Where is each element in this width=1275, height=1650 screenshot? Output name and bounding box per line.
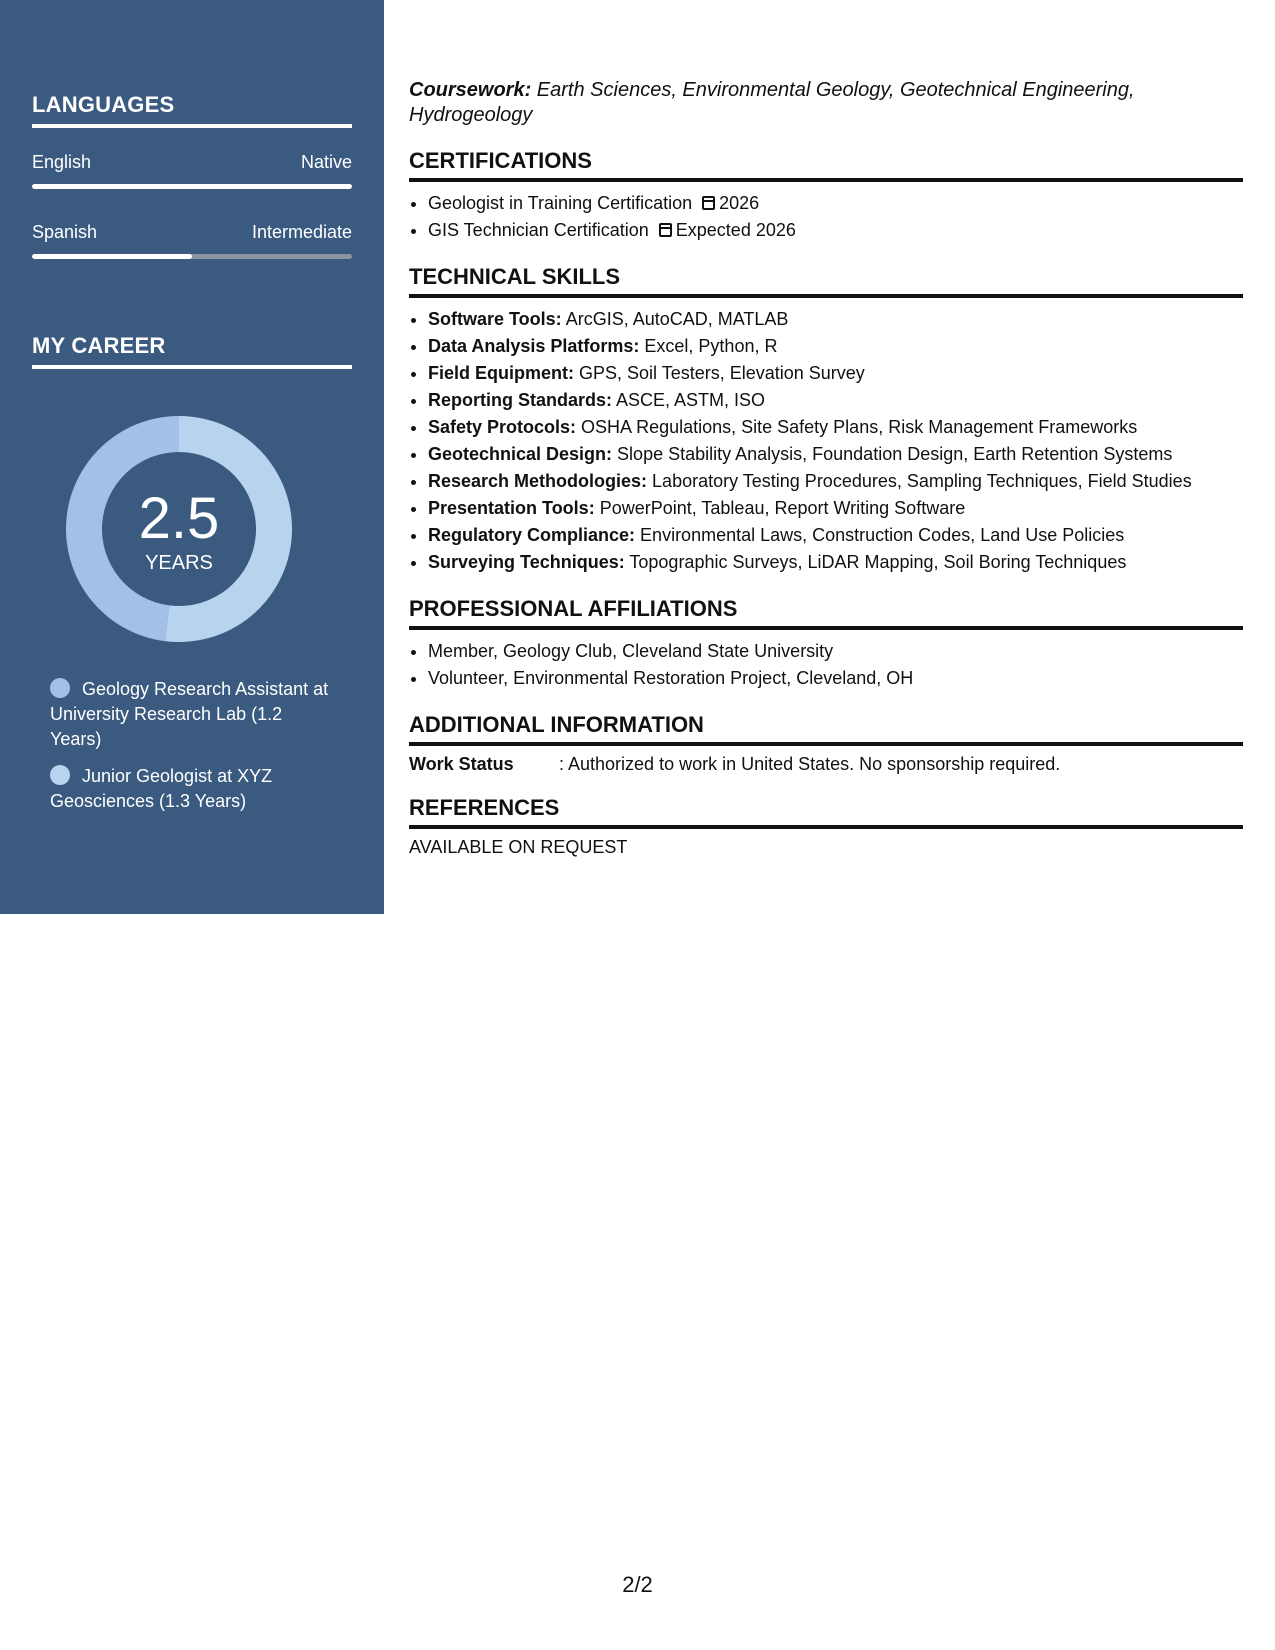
affiliation-item: • Volunteer, Environmental Restoration Project, Cleveland, OH: [428, 665, 1243, 692]
certifications-list: [409, 190, 1243, 244]
references-heading: REFERENCES: [409, 795, 1243, 829]
career-years-value: 2.5: [138, 485, 220, 551]
language-name: English: [32, 152, 92, 172]
career-item: [50, 677, 330, 752]
skill-label: Software Tools:: [428, 309, 562, 329]
skill-item: [428, 360, 1243, 387]
language-bar-fill: [32, 184, 352, 189]
career-item-text: Junior Geologist at XYZ Geosciences (1.3 Years): [50, 766, 273, 811]
skill-label: Data Analysis Platforms:: [428, 336, 640, 356]
language-bar-spanish: [32, 254, 352, 259]
language-level: Native: [300, 152, 352, 172]
skill-label: Reporting Standards:: [428, 390, 613, 410]
skill-item: [428, 522, 1243, 549]
career-item: [50, 764, 330, 814]
skill-value: ASCE, ASTM, ISO: [612, 390, 766, 410]
additional-info-heading: ADDITIONAL INFORMATION: [409, 712, 1243, 746]
certification-name: Geologist in Training Certification: [428, 193, 693, 213]
languages-heading: LANGUAGES: [32, 92, 352, 128]
donut-center: [66, 416, 292, 642]
calendar-icon: [702, 196, 715, 210]
career-dot-icon: [50, 765, 70, 785]
certification-item: [428, 190, 1243, 217]
certification-date: Expected 2026: [675, 220, 796, 240]
page-number: 2/2: [622, 1572, 653, 1597]
certifications-heading: CERTIFICATIONS: [409, 148, 1243, 182]
skill-value: ArcGIS, AutoCAD, MATLAB: [561, 309, 789, 329]
career-heading: MY CAREER: [32, 333, 352, 369]
career-donut-chart: [66, 416, 292, 642]
language-row-spanish: [32, 222, 352, 243]
skill-value: Laboratory Testing Procedures, Sampling Techniques, Field Studies: [647, 471, 1192, 491]
skill-item: [428, 495, 1243, 522]
language-bar-english: [32, 184, 352, 189]
certification-date: 2026: [719, 193, 760, 213]
coursework: [409, 78, 1243, 128]
affiliation-item: • Member, Geology Club, Cleveland State University: [428, 638, 1243, 665]
affiliations-list: [409, 638, 1243, 692]
skill-item: [428, 306, 1243, 333]
skill-label: Regulatory Compliance:: [428, 525, 636, 545]
career-years-label: YEARS: [145, 551, 213, 574]
skill-item: [428, 414, 1243, 441]
work-status-value: : Authorized to work in United States. No sponsorship required.: [559, 754, 1061, 774]
skill-value: Slope Stability Analysis, Foundation Design, Earth Retention Systems: [612, 444, 1173, 464]
skill-item: [428, 387, 1243, 414]
references-text: AVAILABLE ON REQUEST: [409, 837, 628, 857]
work-status-row: [409, 754, 1243, 775]
skill-value: PowerPoint, Tableau, Report Writing Software: [594, 498, 966, 518]
skill-item: [428, 441, 1243, 468]
language-level: Intermediate: [251, 222, 352, 242]
affiliations-heading: PROFESSIONAL AFFILIATIONS: [409, 596, 1243, 630]
skill-item: [428, 549, 1243, 576]
calendar-icon: [659, 223, 672, 237]
certification-item: [428, 217, 1243, 244]
career-item-text: Geology Research Assistant at University Research Lab (1.2 Years): [50, 679, 329, 749]
skill-value: GPS, Soil Testers, Elevation Survey: [574, 363, 865, 383]
skill-label: Geotechnical Design:: [428, 444, 613, 464]
career-list: [50, 677, 330, 826]
sidebar: [0, 0, 384, 914]
skills-list: [409, 306, 1243, 576]
technical-skills-heading: TECHNICAL SKILLS: [409, 264, 1243, 298]
skill-label: Field Equipment:: [428, 363, 574, 383]
language-name: Spanish: [32, 222, 98, 242]
main-content: [409, 78, 1243, 858]
skill-item: [428, 468, 1243, 495]
skill-item: [428, 333, 1243, 360]
work-status-label: Work Status: [409, 754, 514, 774]
skill-label: Safety Protocols:: [428, 417, 577, 437]
skill-value: Topographic Surveys, LiDAR Mapping, Soil Boring Techniques: [624, 552, 1127, 572]
coursework-label: Coursework:: [409, 79, 532, 101]
skill-label: Research Methodologies:: [428, 471, 648, 491]
skill-value: OSHA Regulations, Site Safety Plans, Risk Management Frameworks: [576, 417, 1138, 437]
language-bar-fill: [32, 254, 192, 259]
career-dot-icon: [50, 678, 70, 698]
skill-value: Excel, Python, R: [639, 336, 778, 356]
coursework-text: Earth Sciences, Environmental Geology, Geotechnical Engineering, Hydrogeology: [409, 79, 1135, 126]
language-row-english: [32, 152, 352, 173]
skill-label: Surveying Techniques:: [428, 552, 625, 572]
skill-label: Presentation Tools:: [428, 498, 595, 518]
certification-name: GIS Technician Certification: [428, 220, 649, 240]
skill-value: Environmental Laws, Construction Codes, Land Use Policies: [635, 525, 1125, 545]
